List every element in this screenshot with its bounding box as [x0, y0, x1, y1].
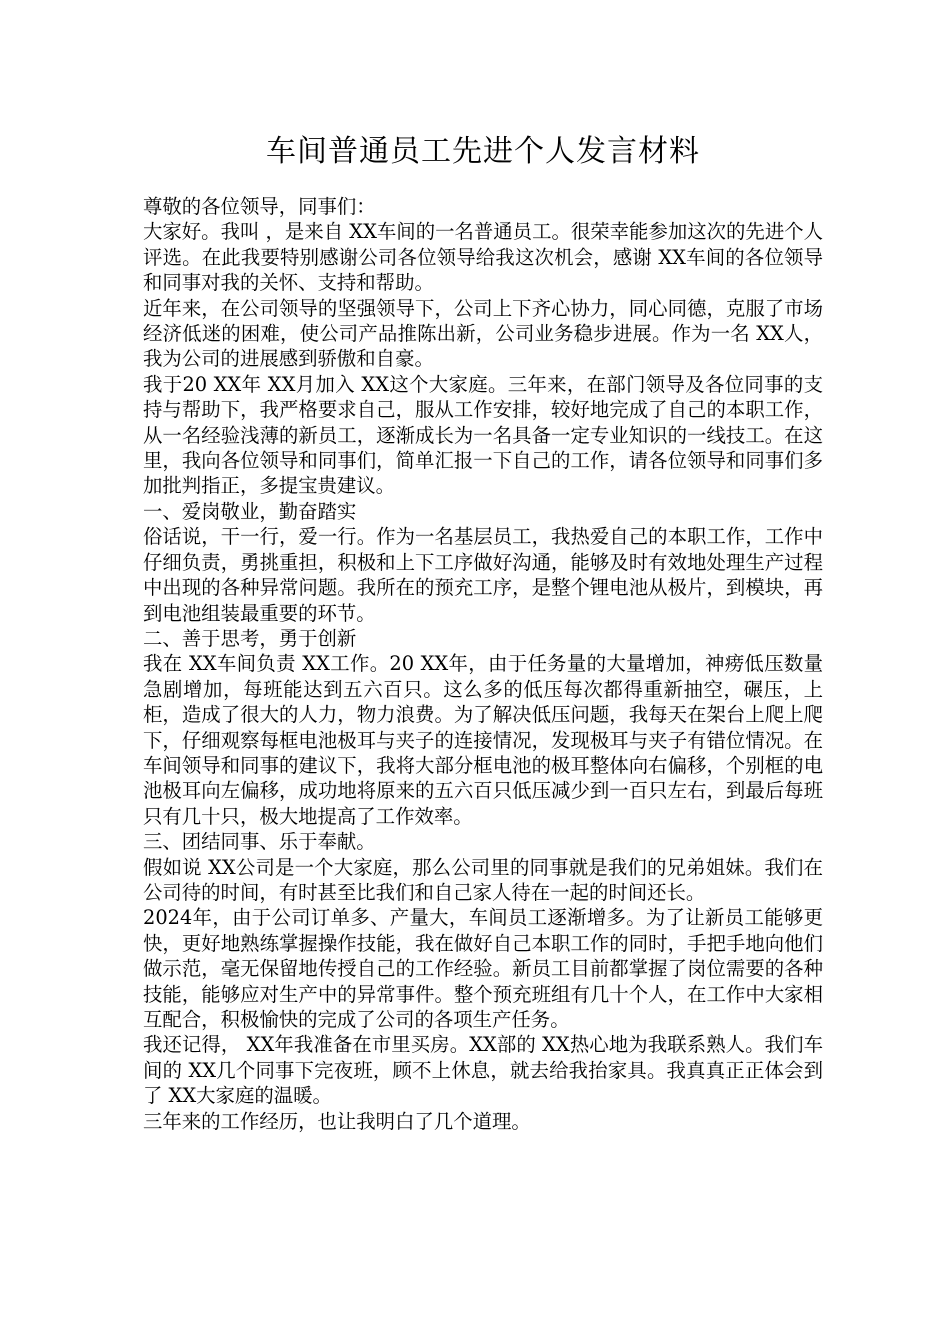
section-heading-2: 二、善于思考，勇于创新	[143, 626, 357, 650]
document-page	[143, 132, 823, 1134]
paragraph-section-3c: 我还记得， XX年我准备在市里买房。XX部的 XX热心地为我联系熟人。我们车间的 XX几个同事下完夜班，顾不上休息，就去给我抬家具。我真真正正体会到了 XX大家庭的温暖。	[143, 1033, 823, 1108]
paragraph-section-3a: 假如说 XX公司是一个大家庭，那么公司里的同事就是我们的兄弟姐妹。我们在公司待的时间，有时甚至比我们和自己家人待在一起的时间还长。	[143, 855, 823, 904]
paragraph-company: 近年来，在公司领导的坚强领导下，公司上下齐心协力，同心同德，克服了市场经济低迷的困难，使公司产品推陈出新，公司业务稳步进展。作为一名 XX人，我为公司的进展感到骄傲和自豪。	[143, 296, 823, 371]
paragraph-section-3b: 2024年，由于公司订单多、产量大，车间员工逐渐增多。为了让新员工能够更快，更好地熟练掌握操作技能，我在做好自己本职工作的同时，手把手地向他们做示范，毫无保留地传授自己的工作经验。新员工目前都掌握了岗位需要的各种技能，能够应对生产中的异常事件。整个预充班组有几十个人，在工作中大家相互配合，积极愉快的完成了公司的各项生产任务。	[143, 906, 823, 1031]
paragraph-closing: 三年来的工作经历，也让我明白了几个道理。	[143, 1109, 531, 1133]
paragraph-intro: 大家好。我叫 ，是来自 XX车间的一名普通员工。很荣幸能参加这次的先进个人评选。在此我要特别感谢公司各位领导给我这次机会，感谢 XX车间的各位领导和同事对我的关怀、支持和帮助。	[143, 220, 823, 295]
section-heading-3: 三、团结同事、乐于奉献。	[143, 830, 376, 854]
section-heading-1: 一、爱岗敬业，勤奋踏实	[143, 499, 357, 523]
paragraph-joining: 我于20 XX年 XX月加入 XX这个大家庭。三年来，在部门领导及各位同事的支持与帮助下，我严格要求自己，服从工作安排，较好地完成了自己的本职工作，从一名经验浅薄的新员工，逐渐成长为一名具备一定专业知识的一线技工。在这里，我向各位领导和同事们，简单汇报一下自己的工作，请各位领导和同事们多加批判指正，多提宝贵建议。	[143, 372, 823, 498]
paragraph-section-1: 俗话说，干一行，爱一行。作为一名基层员工，我热爱自己的本职工作，工作中仔细负责，勇挑重担，积极和上下工序做好沟通，能够及时有效地处理生产过程中出现的各种异常问题。我所在的预充工序，是整个锂电池从极片，到模块，再到电池组装最重要的环节。	[143, 525, 823, 625]
document-title: 车间普通员工先进个人发言材料	[266, 134, 700, 169]
salutation: 尊敬的各位领导，同事们：	[143, 195, 376, 218]
document-body	[143, 194, 823, 1134]
paragraph-section-2: 我在 XX车间负责 XX工作。20 XX年，由于任务量的大量增加，神痨低压数量急剧增加，每班能达到五六百只。这么多的低压每次都得重新抽空，碾压，上柜，造成了很大的人力，物力浪费。为了解决低压问题，我每天在架台上爬上爬下，仔细观察每框电池极耳与夹子的连接情况，发现极耳与夹子有错位情况。在车间领导和同事的建议下，我将大部分框电池的极耳整体向右偏移，个别框的电池极耳向左偏移，成功地将原来的五六百只低压减少到一百只左右，到最后每班只有几十只，极大地提高了工作效率。	[143, 652, 823, 828]
